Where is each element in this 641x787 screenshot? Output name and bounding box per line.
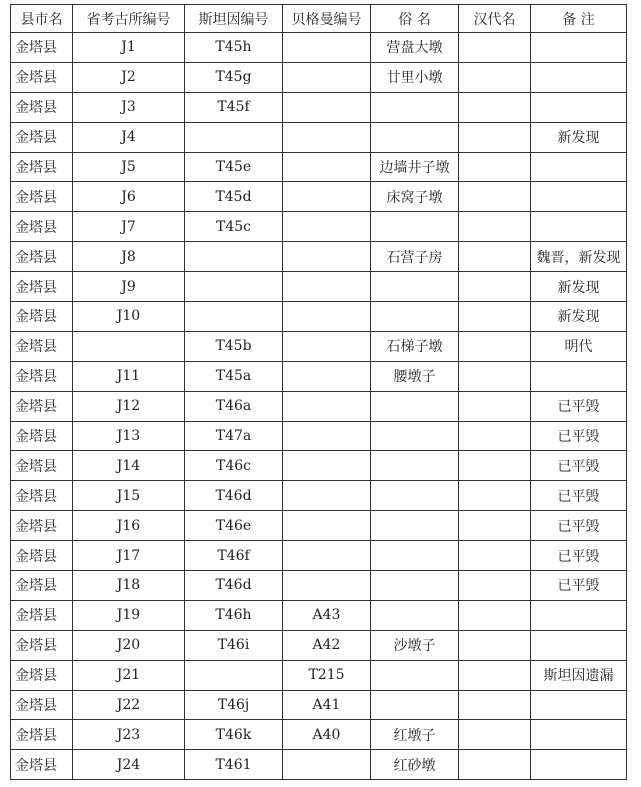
county-cell: 金塔县: [11, 122, 73, 152]
county-cell: 金塔县: [11, 511, 73, 541]
bergman-id-cell: [283, 33, 371, 63]
provincial-id-cell: [73, 331, 185, 361]
common-name-cell: 边墙井子墩: [371, 152, 459, 182]
han-name-cell: [459, 600, 531, 630]
table-row: [11, 511, 627, 541]
county-cell: 金塔县: [11, 152, 73, 182]
stein-id-cell: T461: [185, 750, 283, 780]
header-common-name: 俗 名: [371, 5, 459, 33]
county-cell: 金塔县: [11, 212, 73, 242]
common-name-cell: 床窝子墩: [371, 182, 459, 212]
provincial-id-cell: J11: [73, 361, 185, 391]
stein-id-cell: T45d: [185, 182, 283, 212]
remarks-cell: 新发现: [531, 122, 627, 152]
remarks-cell: [531, 750, 627, 780]
bergman-id-cell: [283, 242, 371, 272]
bergman-id-cell: [283, 122, 371, 152]
bergman-id-cell: [283, 750, 371, 780]
remarks-cell: 已平毁: [531, 511, 627, 541]
common-name-cell: 红砂墩: [371, 750, 459, 780]
remarks-cell: 魏晋，新发现: [531, 242, 627, 272]
table-row: [11, 272, 627, 302]
provincial-id-cell: J24: [73, 750, 185, 780]
stein-id-cell: T46k: [185, 720, 283, 750]
stein-id-cell: [185, 122, 283, 152]
stein-id-cell: T45c: [185, 212, 283, 242]
stein-id-cell: T46j: [185, 690, 283, 720]
common-name-cell: [371, 541, 459, 571]
han-name-cell: [459, 421, 531, 451]
provincial-id-cell: J23: [73, 720, 185, 750]
bergman-id-cell: A41: [283, 690, 371, 720]
han-name-cell: [459, 33, 531, 63]
provincial-id-cell: J2: [73, 62, 185, 92]
stein-id-cell: T46i: [185, 630, 283, 660]
common-name-cell: [371, 600, 459, 630]
county-cell: 金塔县: [11, 33, 73, 63]
remarks-cell: [531, 630, 627, 660]
bergman-id-cell: A42: [283, 630, 371, 660]
remarks-cell: 已平毁: [531, 421, 627, 451]
common-name-cell: 石梯子墩: [371, 331, 459, 361]
common-name-cell: [371, 92, 459, 122]
county-cell: 金塔县: [11, 421, 73, 451]
table-row: [11, 33, 627, 63]
remarks-cell: 已平毁: [531, 571, 627, 601]
table-row: [11, 212, 627, 242]
table-row: [11, 361, 627, 391]
remarks-cell: [531, 212, 627, 242]
remarks-cell: 明代: [531, 331, 627, 361]
common-name-cell: 廿里小墩: [371, 62, 459, 92]
common-name-cell: 石营子房: [371, 242, 459, 272]
remarks-cell: 新发现: [531, 302, 627, 332]
han-name-cell: [459, 62, 531, 92]
table-row: [11, 92, 627, 122]
provincial-id-cell: J3: [73, 92, 185, 122]
bergman-id-cell: [283, 331, 371, 361]
bergman-id-cell: [283, 212, 371, 242]
han-name-cell: [459, 720, 531, 750]
county-cell: 金塔县: [11, 541, 73, 571]
county-cell: 金塔县: [11, 92, 73, 122]
header-han-name: 汉代名: [459, 5, 531, 33]
provincial-id-cell: J5: [73, 152, 185, 182]
county-cell: 金塔县: [11, 630, 73, 660]
han-name-cell: [459, 92, 531, 122]
bergman-id-cell: [283, 302, 371, 332]
han-name-cell: [459, 451, 531, 481]
provincial-id-cell: J20: [73, 630, 185, 660]
provincial-id-cell: J18: [73, 571, 185, 601]
county-cell: 金塔县: [11, 302, 73, 332]
provincial-id-cell: J17: [73, 541, 185, 571]
table-row: [11, 182, 627, 212]
provincial-id-cell: J4: [73, 122, 185, 152]
county-cell: 金塔县: [11, 720, 73, 750]
header-bergman-id: 贝格曼编号: [283, 5, 371, 33]
stein-id-cell: T45a: [185, 361, 283, 391]
stein-id-cell: T47a: [185, 421, 283, 451]
county-cell: 金塔县: [11, 571, 73, 601]
provincial-id-cell: J7: [73, 212, 185, 242]
remarks-cell: [531, 600, 627, 630]
han-name-cell: [459, 122, 531, 152]
han-name-cell: [459, 391, 531, 421]
bergman-id-cell: [283, 421, 371, 451]
common-name-cell: [371, 571, 459, 601]
provincial-id-cell: J15: [73, 481, 185, 511]
bergman-id-cell: [283, 361, 371, 391]
county-cell: 金塔县: [11, 62, 73, 92]
han-name-cell: [459, 750, 531, 780]
header-provincial-id: 省考古所编号: [73, 5, 185, 33]
county-cell: 金塔县: [11, 660, 73, 690]
provincial-id-cell: J13: [73, 421, 185, 451]
table-row: [11, 571, 627, 601]
common-name-cell: [371, 451, 459, 481]
table-row: [11, 630, 627, 660]
county-cell: 金塔县: [11, 361, 73, 391]
common-name-cell: [371, 421, 459, 451]
table-row: [11, 331, 627, 361]
county-cell: 金塔县: [11, 690, 73, 720]
stein-id-cell: [185, 272, 283, 302]
han-name-cell: [459, 152, 531, 182]
table-row: [11, 152, 627, 182]
han-name-cell: [459, 212, 531, 242]
county-cell: 金塔县: [11, 182, 73, 212]
provincial-id-cell: J10: [73, 302, 185, 332]
remarks-cell: [531, 152, 627, 182]
provincial-id-cell: J1: [73, 33, 185, 63]
stein-id-cell: T45h: [185, 33, 283, 63]
county-cell: 金塔县: [11, 600, 73, 630]
bergman-id-cell: [283, 152, 371, 182]
county-cell: 金塔县: [11, 451, 73, 481]
header-row: [11, 5, 627, 33]
provincial-id-cell: J6: [73, 182, 185, 212]
han-name-cell: [459, 272, 531, 302]
bergman-id-cell: [283, 92, 371, 122]
han-name-cell: [459, 571, 531, 601]
stein-id-cell: [185, 660, 283, 690]
han-name-cell: [459, 630, 531, 660]
provincial-id-cell: J8: [73, 242, 185, 272]
table-row: [11, 62, 627, 92]
table-row: [11, 600, 627, 630]
remarks-cell: 已平毁: [531, 481, 627, 511]
common-name-cell: [371, 690, 459, 720]
stein-id-cell: T45e: [185, 152, 283, 182]
remarks-cell: 已平毁: [531, 541, 627, 571]
bergman-id-cell: [283, 451, 371, 481]
provincial-id-cell: J9: [73, 272, 185, 302]
stein-id-cell: T45g: [185, 62, 283, 92]
han-name-cell: [459, 331, 531, 361]
header-remarks: 备 注: [531, 5, 627, 33]
remarks-cell: [531, 690, 627, 720]
header-stein-id: 斯坦因编号: [185, 5, 283, 33]
bergman-id-cell: T215: [283, 660, 371, 690]
stein-id-cell: T46e: [185, 511, 283, 541]
table-row: [11, 481, 627, 511]
table-row: [11, 302, 627, 332]
remarks-cell: [531, 92, 627, 122]
stein-id-cell: T46f: [185, 541, 283, 571]
provincial-id-cell: J12: [73, 391, 185, 421]
common-name-cell: 腰墩子: [371, 361, 459, 391]
bergman-id-cell: A40: [283, 720, 371, 750]
table-row: [11, 750, 627, 780]
han-name-cell: [459, 302, 531, 332]
bergman-id-cell: [283, 272, 371, 302]
common-name-cell: [371, 481, 459, 511]
common-name-cell: [371, 511, 459, 541]
bergman-id-cell: A43: [283, 600, 371, 630]
bergman-id-cell: [283, 481, 371, 511]
provincial-id-cell: J16: [73, 511, 185, 541]
han-name-cell: [459, 660, 531, 690]
remarks-cell: 新发现: [531, 272, 627, 302]
table-row: [11, 541, 627, 571]
common-name-cell: 沙墩子: [371, 630, 459, 660]
han-name-cell: [459, 361, 531, 391]
common-name-cell: [371, 122, 459, 152]
common-name-cell: [371, 272, 459, 302]
stein-id-cell: T46h: [185, 600, 283, 630]
county-cell: 金塔县: [11, 391, 73, 421]
county-cell: 金塔县: [11, 242, 73, 272]
remarks-cell: [531, 62, 627, 92]
table-row: [11, 690, 627, 720]
county-cell: 金塔县: [11, 272, 73, 302]
remarks-cell: [531, 182, 627, 212]
han-name-cell: [459, 511, 531, 541]
stein-id-cell: [185, 242, 283, 272]
han-name-cell: [459, 182, 531, 212]
bergman-id-cell: [283, 541, 371, 571]
table-row: [11, 242, 627, 272]
table-row: [11, 421, 627, 451]
remarks-cell: [531, 361, 627, 391]
provincial-id-cell: J14: [73, 451, 185, 481]
county-cell: 金塔县: [11, 750, 73, 780]
common-name-cell: 营盘大墩: [371, 33, 459, 63]
stein-id-cell: T46a: [185, 391, 283, 421]
table-row: [11, 720, 627, 750]
county-cell: 金塔县: [11, 481, 73, 511]
bergman-id-cell: [283, 62, 371, 92]
bergman-id-cell: [283, 571, 371, 601]
han-name-cell: [459, 690, 531, 720]
bergman-id-cell: [283, 182, 371, 212]
remarks-cell: [531, 33, 627, 63]
han-name-cell: [459, 481, 531, 511]
stein-id-cell: T45b: [185, 331, 283, 361]
stein-id-cell: T46c: [185, 451, 283, 481]
remarks-cell: [531, 720, 627, 750]
table-row: [11, 391, 627, 421]
common-name-cell: [371, 302, 459, 332]
provincial-id-cell: J22: [73, 690, 185, 720]
common-name-cell: 红墩子: [371, 720, 459, 750]
common-name-cell: [371, 660, 459, 690]
remarks-cell: 已平毁: [531, 391, 627, 421]
han-name-cell: [459, 541, 531, 571]
han-name-cell: [459, 242, 531, 272]
common-name-cell: [371, 391, 459, 421]
table-body: [11, 33, 627, 780]
stein-id-cell: T46d: [185, 481, 283, 511]
table-row: [11, 122, 627, 152]
remarks-cell: 已平毁: [531, 451, 627, 481]
bergman-id-cell: [283, 391, 371, 421]
provincial-id-cell: J21: [73, 660, 185, 690]
bergman-id-cell: [283, 511, 371, 541]
stein-id-cell: [185, 302, 283, 332]
header-county: 县市名: [11, 5, 73, 33]
table-row: [11, 451, 627, 481]
county-cell: 金塔县: [11, 331, 73, 361]
provincial-id-cell: J19: [73, 600, 185, 630]
stein-id-cell: T46d: [185, 571, 283, 601]
remarks-cell: 斯坦因遗漏: [531, 660, 627, 690]
table-row: [11, 660, 627, 690]
site-table: [10, 4, 627, 780]
common-name-cell: [371, 212, 459, 242]
stein-id-cell: T45f: [185, 92, 283, 122]
